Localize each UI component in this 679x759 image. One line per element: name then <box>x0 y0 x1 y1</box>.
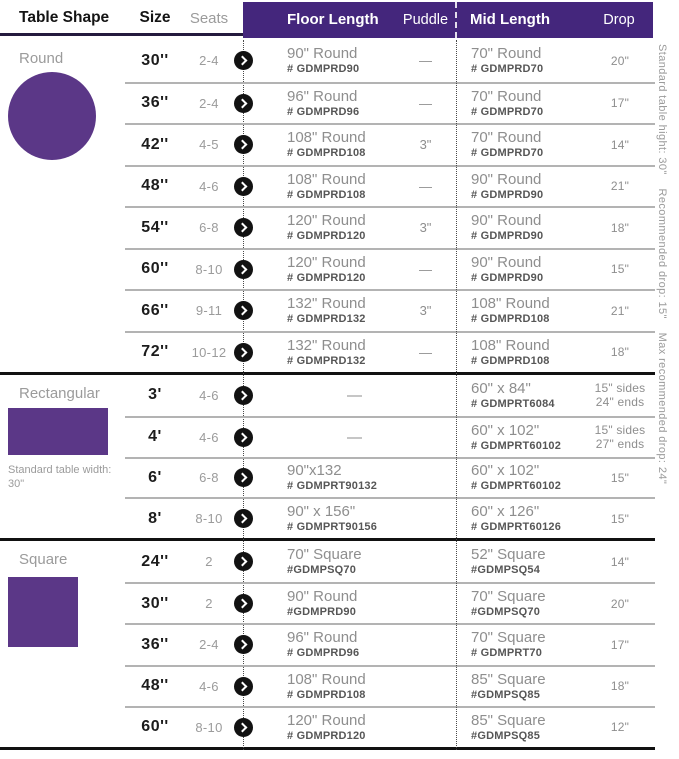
floor-length-value: 108" Round <box>287 129 366 147</box>
floor-length-value: 96" Round <box>287 87 358 105</box>
header-seats: Seats <box>189 10 229 27</box>
table-section <box>0 541 655 747</box>
drop-value: 15" sides <box>594 381 646 396</box>
arrow-cell <box>233 541 253 582</box>
shape-label: Square <box>19 551 68 568</box>
shape-note: Standard table width: 30" <box>8 464 112 490</box>
square-swatch <box>8 577 78 647</box>
mid-length-cell <box>456 457 585 498</box>
puddle-cell <box>395 457 456 498</box>
size-cell: 36'' <box>125 623 185 664</box>
arrow-icon <box>234 260 253 279</box>
seats-cell: 6-8 <box>185 457 233 498</box>
seats-cell: 6-8 <box>185 206 233 248</box>
shape-cell <box>0 375 125 538</box>
floor-length-sku: #GDMPSQ70 <box>287 564 357 577</box>
floor-length-cell <box>253 582 395 623</box>
arrow-icon <box>234 718 253 737</box>
mid-length-sku: # GDMPRD108 <box>471 313 550 326</box>
drop-cell <box>585 375 655 416</box>
mid-length-cell <box>456 123 585 165</box>
arrow-icon <box>234 635 253 654</box>
drop-cell <box>585 623 655 664</box>
mid-length-cell <box>456 541 585 582</box>
floor-length-sku: # GDMPRT90156 <box>287 521 378 534</box>
chevron-right-icon <box>237 306 247 316</box>
mid-length-value: 70" Square <box>471 629 546 647</box>
chevron-right-icon <box>237 56 247 66</box>
mid-length-cell <box>456 40 585 82</box>
puddle-cell: 3" <box>395 123 456 165</box>
arrow-icon <box>234 677 253 696</box>
floor-length-sku: # GDMPRD120 <box>287 230 366 243</box>
puddle-cell: — <box>395 82 456 124</box>
shape-cell <box>0 40 125 372</box>
mid-length-sku: #GDMPSQ70 <box>471 606 541 619</box>
arrow-cell <box>233 40 253 82</box>
mid-length-cell <box>456 248 585 290</box>
seats-cell: 2-4 <box>185 82 233 124</box>
drop-value: 21" <box>610 303 630 318</box>
floor-length-value: 108" Round <box>287 170 366 188</box>
seats-cell: 8-10 <box>185 497 233 538</box>
arrow-icon <box>234 51 253 70</box>
size-cell: 30'' <box>141 51 169 69</box>
drop-cell <box>585 206 655 248</box>
header-drop: Drop <box>603 12 635 28</box>
table-section <box>0 375 655 538</box>
mid-length-sku: # GDMPRT6084 <box>471 397 555 410</box>
drop-value: 17" <box>610 96 630 111</box>
floor-length-value: 70" Square <box>287 546 362 564</box>
mid-length-sku: # GDMPRD70 <box>471 63 544 76</box>
floor-length-value: 108" Round <box>287 670 366 688</box>
drop-cell <box>585 541 655 582</box>
arrow-icon <box>234 594 253 613</box>
drop-value: 21" <box>610 179 630 194</box>
chevron-right-icon <box>237 223 247 233</box>
shape-label: Rectangular <box>19 385 100 402</box>
mid-length-cell <box>456 665 585 706</box>
floor-length-sku: # GDMPRD120 <box>287 729 366 742</box>
floor-length-cell <box>253 289 395 331</box>
size-cell: 8' <box>125 497 185 538</box>
mid-length-cell <box>456 82 585 124</box>
header-size: Size <box>139 9 171 26</box>
arrow-cell <box>233 375 253 416</box>
chevron-right-icon <box>237 473 247 483</box>
mid-length-value: 60" x 84" <box>471 379 531 397</box>
chevron-right-icon <box>237 640 247 650</box>
floor-length-cell <box>253 331 395 373</box>
shape-label: Round <box>19 50 64 67</box>
mid-length-value: 90" Round <box>471 212 542 230</box>
sections <box>0 40 655 750</box>
mid-length-value: 85" Square <box>471 670 546 688</box>
floor-length-value: 120" Round <box>287 253 366 271</box>
mid-length-sku: # GDMPRD70 <box>471 147 544 160</box>
arrow-cell <box>233 582 253 623</box>
mid-length-cell <box>456 416 585 457</box>
size-cell: 30'' <box>125 582 185 623</box>
arrow-cell <box>233 123 253 165</box>
chart-header <box>0 0 679 40</box>
header-purple-band <box>243 2 653 38</box>
arrow-icon <box>234 386 253 405</box>
mid-length-sku: # GDMPRT70 <box>471 647 543 660</box>
arrow-icon <box>234 428 253 447</box>
size-cell: 48'' <box>125 165 185 207</box>
drop-value: 17" <box>610 637 630 652</box>
drop-value: 15" sides <box>594 423 646 438</box>
mid-length-sku: # GDMPRD90 <box>471 230 544 243</box>
drop-value: 14" <box>610 554 630 569</box>
header-underline <box>0 33 243 36</box>
floor-length-value: 120" Round <box>287 711 366 729</box>
mid-length-value: 90" Round <box>471 253 542 271</box>
drop-value: 15" <box>610 511 630 526</box>
seats-cell: 8-10 <box>185 248 233 290</box>
drop-cell <box>585 665 655 706</box>
arrow-cell <box>233 289 253 331</box>
chevron-right-icon <box>237 557 247 567</box>
mid-length-value: 60" x 126" <box>471 503 540 521</box>
size-cell: 72'' <box>125 331 185 373</box>
drop-cell <box>585 582 655 623</box>
shape-cell <box>0 541 125 747</box>
puddle-cell: 3" <box>395 289 456 331</box>
floor-length-sku: # GDMPRD132 <box>287 354 366 367</box>
drop-value: 14" <box>610 137 630 152</box>
drop-cell <box>585 82 655 124</box>
arrow-icon <box>234 218 253 237</box>
mid-length-cell <box>456 497 585 538</box>
floor-length-cell <box>253 497 395 538</box>
size-cell: 54'' <box>125 206 185 248</box>
chevron-right-icon <box>237 432 247 442</box>
drop-value-2: 24" ends <box>595 395 645 410</box>
mid-length-sku: # GDMPRD108 <box>471 354 550 367</box>
mid-length-cell <box>456 206 585 248</box>
mid-length-value: 60" x 102" <box>471 462 540 480</box>
rectangle-swatch <box>8 408 108 455</box>
floor-length-cell <box>253 82 395 124</box>
puddle-cell <box>395 623 456 664</box>
drop-cell <box>585 248 655 290</box>
arrow-icon <box>234 552 253 571</box>
drop-value: 18" <box>610 679 630 694</box>
floor-length-sku: # GDMPRD96 <box>287 647 360 660</box>
mid-length-sku: #GDMPSQ54 <box>471 564 541 577</box>
mid-length-sku: #GDMPSQ85 <box>471 688 541 701</box>
seats-cell: 2 <box>185 582 233 623</box>
floor-length-cell <box>253 541 395 582</box>
size-cell: 24'' <box>141 552 169 570</box>
mid-length-sku: # GDMPRD70 <box>471 105 544 118</box>
mid-length-cell <box>456 165 585 207</box>
arrow-cell <box>233 82 253 124</box>
seats-cell: 2 <box>205 554 213 570</box>
seats-cell: 4-5 <box>185 123 233 165</box>
floor-length-cell <box>253 206 395 248</box>
floor-length-sku: # GDMPRD90 <box>287 63 360 76</box>
header-puddle: Puddle <box>402 12 449 28</box>
chevron-right-icon <box>237 514 247 524</box>
arrow-cell <box>233 665 253 706</box>
seats-cell: 4-6 <box>199 387 219 403</box>
drop-cell <box>585 123 655 165</box>
chevron-right-icon <box>237 181 247 191</box>
floor-length-sku: # GDMPRD108 <box>287 147 366 160</box>
table-section <box>0 40 655 372</box>
arrow-icon <box>234 509 253 528</box>
floor-length-cell <box>253 248 395 290</box>
floor-length-value: 120" Round <box>287 212 366 230</box>
mid-length-value: 85" Square <box>471 711 546 729</box>
floor-length-sku: # GDMPRD108 <box>287 688 366 701</box>
floor-length-cell <box>253 40 395 82</box>
size-cell: 42'' <box>125 123 185 165</box>
drop-value: 20" <box>610 596 630 611</box>
size-cell: 60'' <box>125 248 185 290</box>
mid-length-value: 60" x 102" <box>471 421 540 439</box>
header-dashed-separator <box>455 2 457 38</box>
mid-length-sku: # GDMPRT60102 <box>471 480 562 493</box>
drop-cell <box>585 331 655 373</box>
arrow-cell <box>233 206 253 248</box>
seats-cell: 9-11 <box>185 289 233 331</box>
floor-length-value: 90" Round <box>287 588 358 606</box>
mid-length-sku: # GDMPRT60102 <box>471 439 562 452</box>
chevron-right-icon <box>237 264 247 274</box>
circle-swatch <box>8 72 96 160</box>
floor-length-cell <box>253 457 395 498</box>
puddle-cell: — <box>395 248 456 290</box>
drop-value-2: 27" ends <box>595 437 645 452</box>
size-cell: 60'' <box>125 706 185 747</box>
arrow-cell <box>233 165 253 207</box>
arrow-icon <box>234 94 253 113</box>
seats-cell: 8-10 <box>185 706 233 747</box>
mid-length-cell <box>456 623 585 664</box>
floor-length-sku: # GDMPRD96 <box>287 105 360 118</box>
arrow-icon <box>234 343 253 362</box>
puddle-cell <box>395 582 456 623</box>
drop-cell <box>585 497 655 538</box>
drop-value: 20" <box>610 53 630 68</box>
arrow-icon <box>234 301 253 320</box>
drop-cell <box>585 40 655 82</box>
mid-length-sku: # GDMPRD90 <box>471 188 544 201</box>
drop-value: 15" <box>610 262 630 277</box>
arrow-cell <box>233 623 253 664</box>
mid-length-sku: # GDMPRT60126 <box>471 521 562 534</box>
puddle-cell <box>395 706 456 747</box>
puddle-cell <box>395 497 456 538</box>
chevron-right-icon <box>237 390 247 400</box>
floor-length-value: 90" x 156" <box>287 503 356 521</box>
floor-length-dash: — <box>347 386 362 404</box>
mid-length-cell <box>456 706 585 747</box>
floor-length-cell <box>253 665 395 706</box>
arrow-cell <box>233 416 253 457</box>
header-table-shape: Table Shape <box>19 9 110 26</box>
chevron-right-icon <box>237 722 247 732</box>
arrow-icon <box>234 468 253 487</box>
drop-cell <box>585 165 655 207</box>
floor-length-value: 132" Round <box>287 336 366 354</box>
floor-length-cell <box>253 123 395 165</box>
mid-length-value: 108" Round <box>471 336 550 354</box>
arrow-cell <box>233 331 253 373</box>
size-cell: 36'' <box>125 82 185 124</box>
floor-length-sku: # GDMPRT90132 <box>287 480 378 493</box>
mid-length-value: 70" Round <box>471 129 542 147</box>
arrow-cell <box>233 706 253 747</box>
seats-cell: 4-6 <box>185 165 233 207</box>
floor-length-value: 132" Round <box>287 295 366 313</box>
mid-length-value: 70" Round <box>471 45 542 63</box>
size-cell: 48'' <box>125 665 185 706</box>
chevron-right-icon <box>237 347 247 357</box>
floor-length-value: 96" Round <box>287 629 358 647</box>
header-floor-length: Floor Length <box>287 11 379 28</box>
mid-length-value: 70" Round <box>471 87 542 105</box>
mid-length-value: 52" Square <box>471 546 546 564</box>
mid-length-cell <box>456 331 585 373</box>
seats-cell: 2-4 <box>185 623 233 664</box>
drop-value: 18" <box>610 345 630 360</box>
chevron-right-icon <box>237 681 247 691</box>
drop-value: 12" <box>610 720 630 735</box>
size-cell: 3' <box>148 386 162 404</box>
arrow-icon <box>234 135 253 154</box>
floor-length-cell <box>253 623 395 664</box>
drop-value: 15" <box>610 470 630 485</box>
drop-cell <box>585 416 655 457</box>
arrow-cell <box>233 497 253 538</box>
drop-cell <box>585 706 655 747</box>
chevron-right-icon <box>237 140 247 150</box>
puddle-cell <box>395 665 456 706</box>
drop-cell <box>585 457 655 498</box>
mid-length-cell <box>456 289 585 331</box>
arrow-cell <box>233 248 253 290</box>
mid-length-sku: #GDMPSQ85 <box>471 729 541 742</box>
floor-length-value: 90" Round <box>287 45 358 63</box>
size-cell: 4' <box>125 416 185 457</box>
chevron-right-icon <box>237 98 247 108</box>
mid-length-cell <box>456 375 585 416</box>
mid-length-value: 70" Square <box>471 588 546 606</box>
mid-length-cell <box>456 582 585 623</box>
bottom-bar <box>0 747 655 750</box>
size-cell: 66'' <box>125 289 185 331</box>
size-cell: 6' <box>125 457 185 498</box>
puddle-cell: — <box>419 53 432 69</box>
floor-length-sku: # GDMPRD108 <box>287 188 366 201</box>
floor-length-sku: # GDMPRD120 <box>287 271 366 284</box>
floor-length-sku: # GDMPRD132 <box>287 313 366 326</box>
seats-cell: 10-12 <box>185 331 233 373</box>
chevron-right-icon <box>237 599 247 609</box>
puddle-cell: — <box>395 165 456 207</box>
drop-cell <box>585 289 655 331</box>
seats-cell: 4-6 <box>185 416 233 457</box>
mid-length-sku: # GDMPRD90 <box>471 271 544 284</box>
mid-length-value: 108" Round <box>471 295 550 313</box>
floor-length-sku: #GDMPRD90 <box>287 606 357 619</box>
seats-cell: 2-4 <box>199 53 219 69</box>
puddle-cell: — <box>395 331 456 373</box>
arrow-cell <box>233 457 253 498</box>
floor-length-cell <box>253 165 395 207</box>
puddle-cell: 3" <box>395 206 456 248</box>
header-mid-length: Mid Length <box>470 11 550 28</box>
side-note: Standard table hight: 30" Recommended drop: 15" Max recommended drop: 24" <box>656 44 668 485</box>
mid-length-value: 90" Round <box>471 170 542 188</box>
drop-value: 18" <box>610 220 630 235</box>
floor-length-dash: — <box>253 416 456 457</box>
puddle-cell <box>395 541 456 582</box>
floor-length-cell <box>253 706 395 747</box>
seats-cell: 4-6 <box>185 665 233 706</box>
arrow-icon <box>234 177 253 196</box>
floor-length-value: 90"x132 <box>287 462 342 480</box>
